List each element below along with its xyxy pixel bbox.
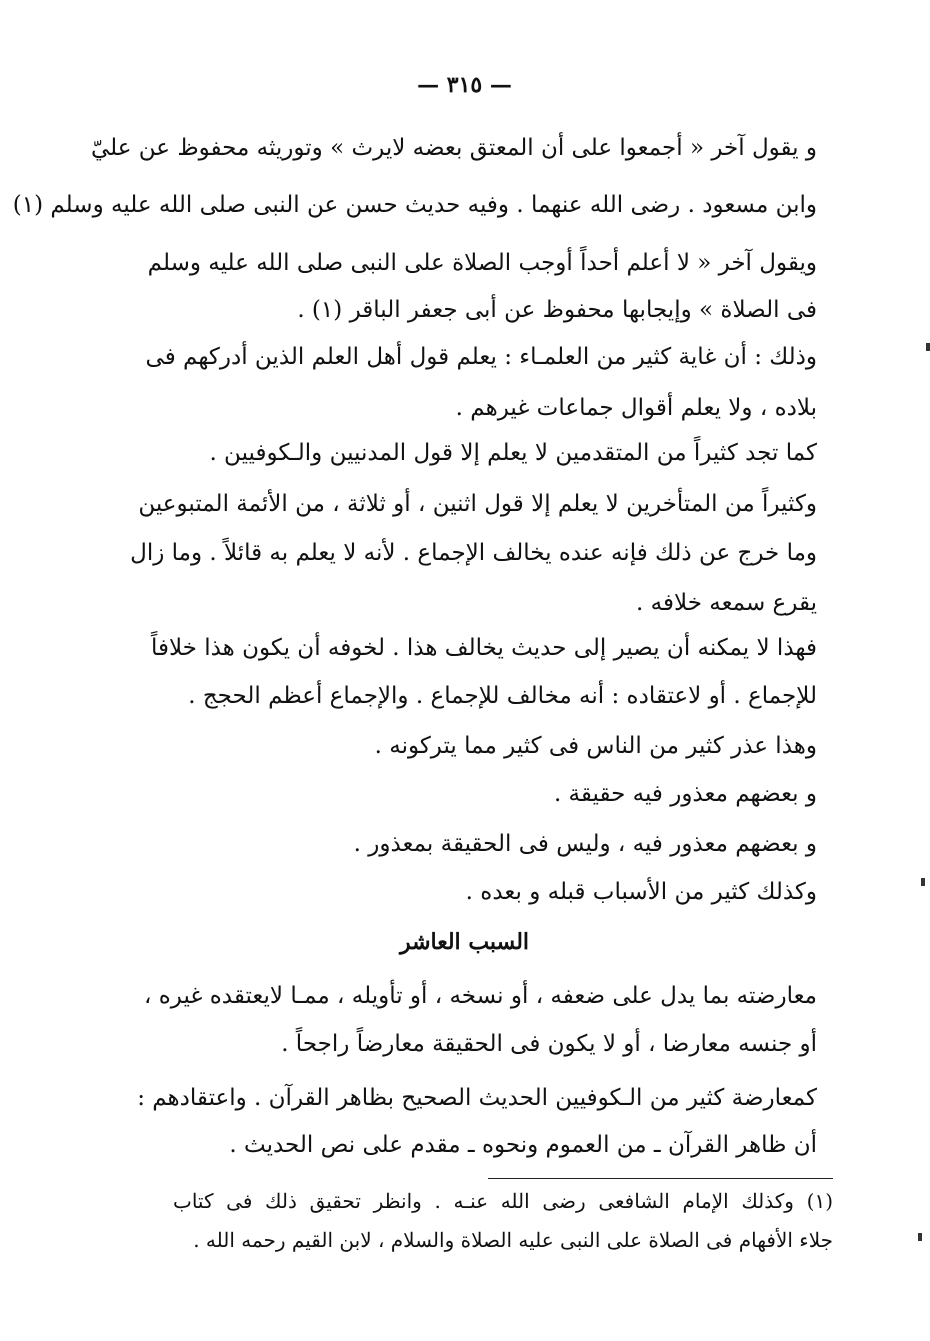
text-line: للإجماع . أو لاعتقاده : أنه مخالف للإجماع . والإجماع أعظم الحجج . [188,683,817,709]
text-line: و بعضهم معذور فيه حقيقة . [553,781,817,807]
text-line: بلاده ، ولا يعلم أقوال جماعات غيرهم . [455,395,817,421]
text-line: كمعارضة كثير من الـكوفيين الحديث الصحيح بظاهر القرآن . واعتقادهم : [137,1085,817,1111]
text-line: و يقول آخر « أجمعوا على أن المعتق بعضه لايرث » وتوريثه محفوظ عن عليّ [90,135,817,161]
text-line: فهذا لا يمكنه أن يصير إلى حديث يخالف هذا . لخوفه أن يكون هذا خلافاً [150,635,817,661]
text-line: كما تجد كثيراً من المتقدمين لا يعلم إلا قول المدنيين والـكوفيين . [209,440,817,466]
text-line: وابن مسعود . رضى الله عنهما . وفيه حديث حسن عن النبى صلى الله عليه وسلم (١) [12,192,817,218]
text-line: وذلك : أن غاية كثير من العلمـاء : يعلم قول أهل العلم الذين أدركهم فى [145,344,817,370]
section-heading: السبب العاشر [399,929,530,955]
text-line: وهذا عذر كثير من الناس فى كثير مما يتركونه . [374,733,817,759]
text-line: معارضته بما يدل على ضعفه ، أو نسخه ، أو تأويله ، ممـا لايعتقده غيره ، [143,983,817,1009]
footnote-line: (١) وكذلك الإمام الشافعى رضى الله عنـه . وانظر تحقيق ذلك فى كتاب [173,1189,833,1213]
text-line: و بعضهم معذور فيه ، وليس فى الحقيقة بمعذور . [353,831,817,857]
text-line: ويقول آخر « لا أعلم أحداً أوجب الصلاة على النبى صلى الله عليه وسلم [147,250,817,276]
footnote-divider [488,1178,833,1179]
margin-mark [921,878,925,886]
text-line: يقرع سمعه خلافه . [636,590,817,616]
margin-mark [918,1233,922,1241]
text-line: أن ظاهر القرآن ـ من العموم ونحوه ـ مقدم على نص الحديث . [229,1132,817,1158]
footnote-line: جلاء الأفهام فى الصلاة على النبى عليه الصلاة والسلام ، لابن القيم رحمه الله . [193,1228,833,1252]
page-number: — ٣١٥ — [417,72,512,98]
text-line: وما خرج عن ذلك فإنه عنده يخالف الإجماع . لأنه لا يعلم به قائلاً . وما زال [130,540,817,566]
text-line: وكثيراً من المتأخرين لا يعلم إلا قول اثنين ، أو ثلاثة ، من الأئمة المتبوعين [138,491,817,517]
margin-mark [926,343,930,351]
text-line: وكذلك كثير من الأسباب قبله و بعده . [465,879,817,905]
text-line: فى الصلاة » وإيجابها محفوظ عن أبى جعفر الباقر (١) . [297,297,817,323]
text-line: أو جنسه معارضا ، أو لا يكون فى الحقيقة معارضاً راجحاً . [281,1031,817,1057]
